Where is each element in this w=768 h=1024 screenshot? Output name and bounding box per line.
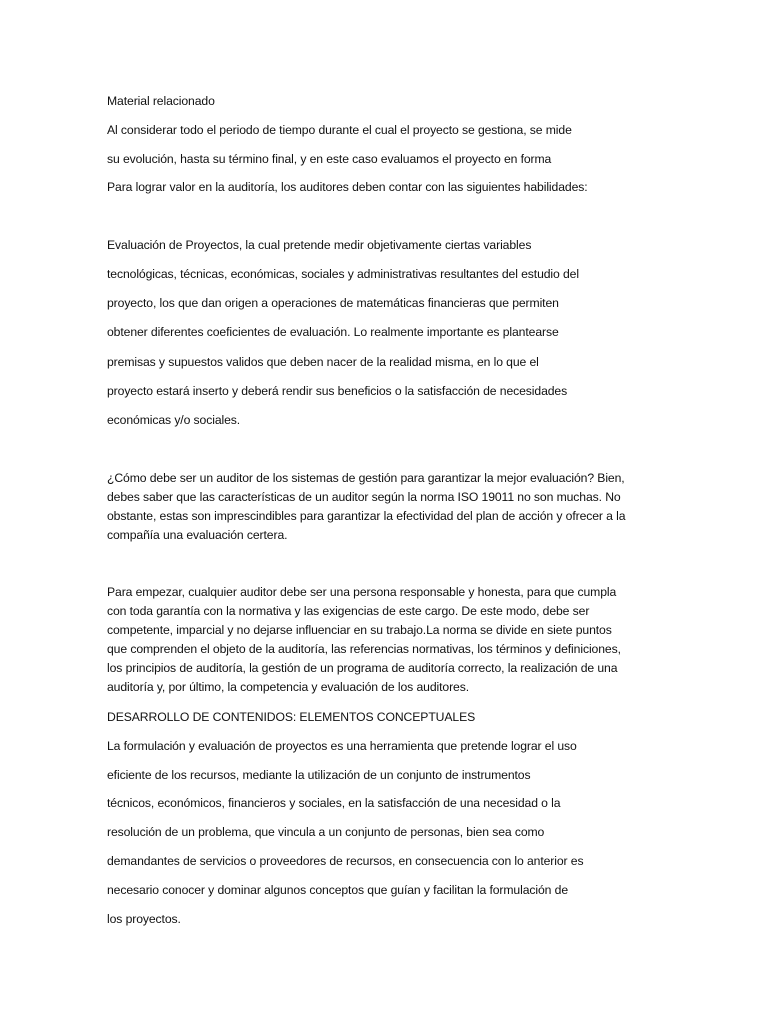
paragraph-line: auditoría y, por último, la competencia y evaluación de los auditores. (107, 680, 469, 694)
paragraph-line: proyecto estará inserto y deberá rendir sus beneficios o la satisfacción de necesidades (107, 384, 568, 398)
paragraph-line: Para empezar, cualquier auditor debe ser una persona responsable y honesta, para que cumpla (107, 585, 617, 599)
section-heading: DESARROLLO DE CONTENIDOS: ELEMENTOS CONCEPTUALES (107, 710, 476, 724)
paragraph-line: necesario conocer y dominar algunos conceptos que guían y facilitan la formulación de (107, 883, 568, 897)
paragraph-line: su evolución, hasta su término final, y en este caso evaluamos el proyecto en forma (107, 152, 552, 166)
paragraph-line: debes saber que las características de un auditor según la norma ISO 19011 no son muchas. No (107, 490, 621, 504)
paragraph-line: compañía una evaluación certera. (107, 528, 288, 542)
paragraph-line: Al considerar todo el periodo de tiempo durante el cual el proyecto se gestiona, se mide (107, 123, 572, 137)
paragraph-line: obstante, estas son imprescindibles para garantizar la efectividad del plan de acción y ofrecer a la (107, 509, 626, 523)
paragraph-line: que comprenden el objeto de la auditoría, las referencias normativas, los términos y definiciones, (107, 642, 621, 656)
paragraph-line: demandantes de servicios o proveedores de recursos, en consecuencia con lo anterior es (107, 854, 584, 868)
paragraph-line: competente, imparcial y no dejarse influenciar en su trabajo.La norma se divide en siete puntos (107, 623, 612, 637)
paragraph-line: tecnológicas, técnicas, económicas, sociales y administrativas resultantes del estudio del (107, 267, 579, 281)
related-material-heading: Material relacionado (107, 94, 215, 108)
paragraph-line: Evaluación de Proyectos, la cual pretende medir objetivamente ciertas variables (107, 238, 532, 252)
paragraph-line: técnicos, económicos, financieros y sociales, en la satisfacción de una necesidad o la (107, 796, 561, 810)
paragraph-line: los proyectos. (107, 912, 181, 926)
paragraph-line: Para lograr valor en la auditoría, los auditores deben contar con las siguientes habilidades: (107, 180, 588, 194)
paragraph-line: ¿Cómo debe ser un auditor de los sistemas de gestión para garantizar la mejor evaluación? Bien, (107, 471, 625, 485)
paragraph-line: con toda garantía con la normativa y las exigencias de este cargo. De este modo, debe ser (107, 604, 590, 618)
paragraph-line: los principios de auditoría, la gestión de un programa de auditoría correcto, la realización de una (107, 661, 618, 675)
paragraph-line: resolución de un problema, que vincula a un conjunto de personas, bien sea como (107, 825, 545, 839)
paragraph-line: obtener diferentes coeficientes de evaluación. Lo realmente importante es plantearse (107, 325, 559, 339)
paragraph-line: económicas y/o sociales. (107, 413, 241, 427)
paragraph-line: La formulación y evaluación de proyectos es una herramienta que pretende lograr el uso (107, 739, 577, 753)
paragraph-line: proyecto, los que dan origen a operaciones de matemáticas financieras que permiten (107, 296, 559, 310)
paragraph-line: premisas y supuestos validos que deben nacer de la realidad misma, en lo que el (107, 355, 539, 369)
paragraph-line: eficiente de los recursos, mediante la utilización de un conjunto de instrumentos (107, 768, 531, 782)
